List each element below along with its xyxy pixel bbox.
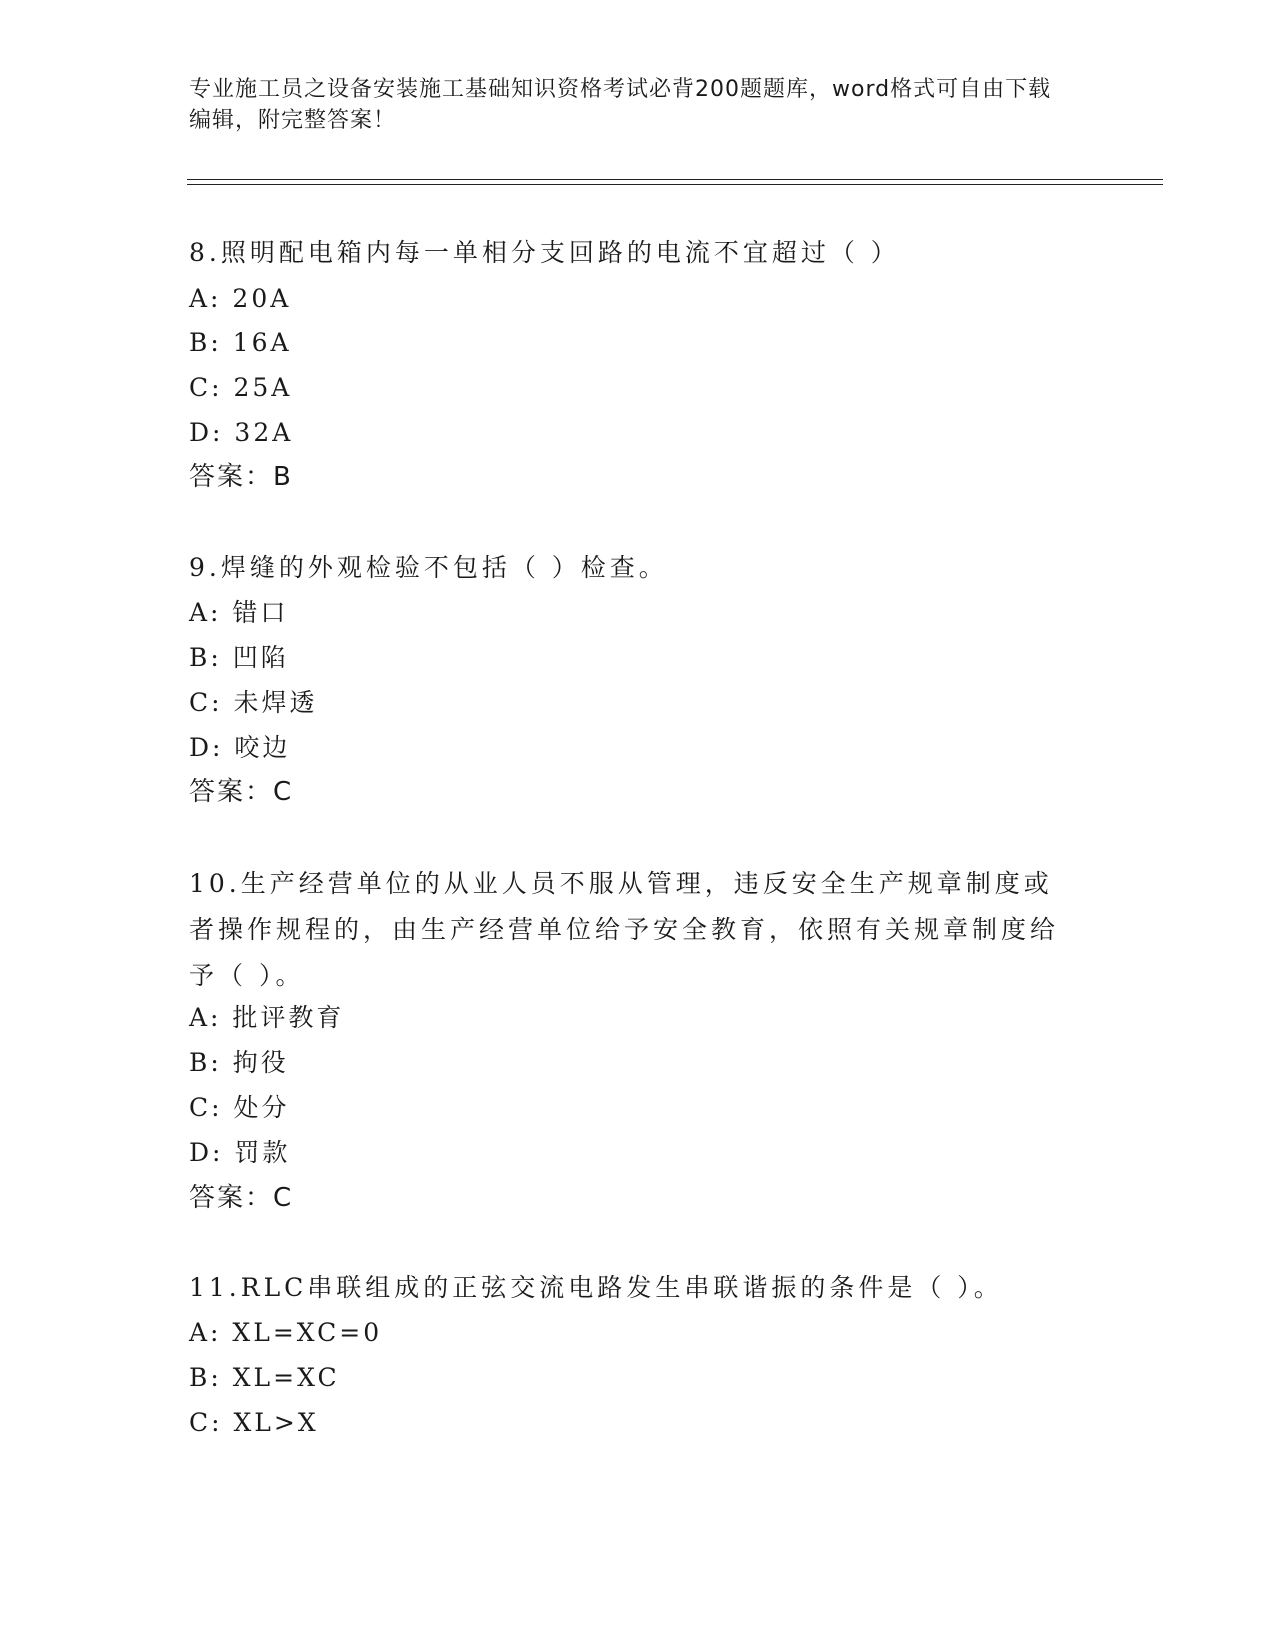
option-d: D: 32A: [189, 418, 294, 447]
answer: 答案：C: [189, 1183, 294, 1213]
question-stem: 10.生产经营单位的从业人员不服从管理，违反安全生产规章制度或者操作规程的，由生产经营单位给予安全教育，依照有关规章制度给予（ ）。: [189, 869, 1060, 990]
answer: 答案：C: [189, 777, 294, 807]
option-c: C: XL>X: [189, 1408, 319, 1437]
option-d: D: 咬边: [189, 733, 291, 762]
question-stem: 9.焊缝的外观检验不包括（ ）检查。: [189, 553, 668, 582]
option-c: C: 处分: [189, 1093, 290, 1122]
option-a: A: 20A: [189, 284, 292, 313]
option-b: B: 16A: [189, 328, 292, 357]
header-divider-top: [187, 179, 1163, 180]
option-a: A: 错口: [189, 598, 289, 627]
document-header: 专业施工员之设备安装施工基础知识资格考试必背200题题库，word格式可自由下载编辑，附完整答案！: [189, 77, 1052, 133]
option-c: C: 未焊透: [189, 688, 318, 717]
option-b: B: XL=XC: [189, 1363, 340, 1392]
option-a: A: 批评教育: [189, 1003, 345, 1032]
option-d: D: 罚款: [189, 1138, 291, 1167]
option-a: A: XL=XC=0: [189, 1318, 383, 1347]
answer: 答案：B: [189, 462, 293, 492]
question-stem: 8.照明配电箱内每一单相分支回路的电流不宜超过（ ）: [189, 238, 900, 267]
option-b: B: 拘役: [189, 1048, 289, 1077]
header-divider-bottom: [187, 184, 1163, 185]
option-b: B: 凹陷: [189, 643, 289, 672]
question-stem: 11.RLC串联组成的正弦交流电路发生串联谐振的条件是（ ）。: [189, 1273, 1003, 1302]
option-c: C: 25A: [189, 373, 293, 402]
